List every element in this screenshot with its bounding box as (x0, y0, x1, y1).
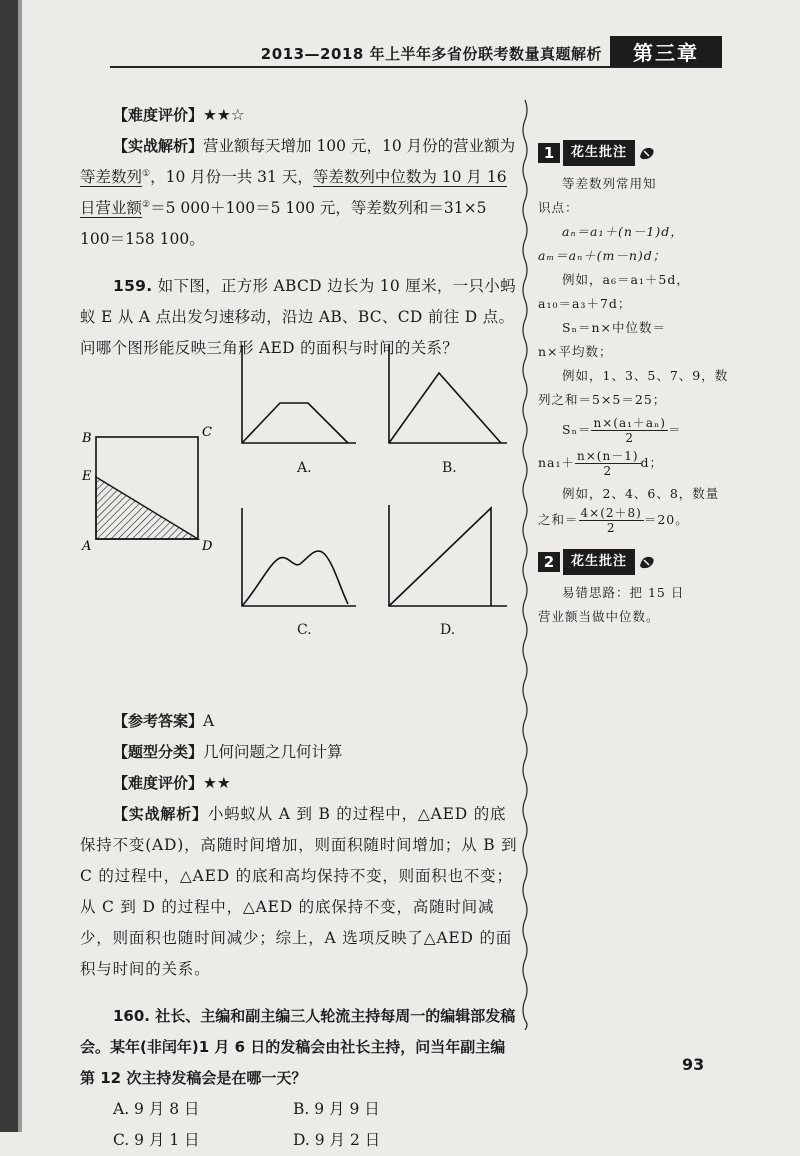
underlined-phrase: 等差数列中位数为 10 月 16 日 (80, 168, 507, 217)
graph-a-axes (242, 345, 356, 443)
question-text: 社长、主编和副主编三人轮流主持每周一的编辑部发稿会。某年(非闰年)1 月 6 日的发稿会由社长主持，问当年副主编第 12 次主持发稿会是在哪一天？ (80, 1007, 516, 1087)
caption-b: B. (442, 460, 457, 476)
option-c: C. 9 月 1 日 (113, 1131, 200, 1149)
graph-d-axes (389, 505, 507, 606)
sum-formula: 之和＝ $\frac{4\times(2+8)}{2}$ ＝20。 (538, 506, 689, 535)
graph-b-axes (389, 345, 507, 443)
note-title: 花生批注 (563, 140, 635, 166)
sn-formula-cont: na₁＋ $\frac{n\times(n-1)}{2}$ d； (538, 449, 664, 478)
running-header: 2013—2018 年上半年多省份联考数量真题解析 (260, 45, 602, 63)
graph-d (385, 505, 510, 608)
sidebar (538, 140, 729, 629)
option-a: A. 9 月 8 日 (113, 1100, 200, 1118)
label-d: D (202, 539, 213, 554)
analysis-label: 【实战解析】 (113, 137, 204, 155)
category-label: 【题型分类】 (113, 743, 204, 761)
chapter-tab: 第三章 (610, 36, 722, 66)
label-c: C (202, 425, 212, 440)
note-header (538, 549, 698, 575)
label-e: E (82, 469, 92, 484)
note-title: 花生批注 (563, 549, 635, 575)
graph-c-axes (242, 508, 356, 606)
graph-c-curve (242, 551, 348, 606)
difficulty-label: 【难度评价】 (113, 774, 204, 792)
sn-formula: Sₙ＝ $\frac{\text{n×(a₁＋aₙ)}}{2}$ ＝ (562, 416, 682, 445)
caption-d: D. (440, 622, 456, 638)
page-number: 93 (682, 1055, 705, 1074)
question-number: 160. (113, 1007, 151, 1025)
option-b: B. 9 月 9 日 (293, 1100, 380, 1118)
answer-value: A (203, 712, 215, 730)
difficulty-stars: ★★☆ (203, 106, 245, 124)
question-number: 159. (113, 277, 153, 295)
analysis-label: 【实战解析】 (113, 805, 208, 823)
caption-a: A. (297, 460, 312, 476)
option-d: D. 9 月 2 日 (293, 1131, 381, 1149)
note-header (538, 140, 698, 166)
question-text: 如下图，正方形 ABCD 边长为 10 厘米，一只小蚂蚁 E 从 A 点出发匀速移动，沿边 AB、BC、CD 前往 D 点。问哪个图形能反映三角形 AED 的面积与时间的关系？ (80, 277, 516, 357)
graph-d-curve (389, 508, 491, 606)
note-1-body: 等差数列常用知 识点： aₙ＝a₁＋(n－1)d， aₘ＝aₙ＋(m－n)d； 例如，a₆＝a₁＋5d， a₁₀＝a₃＋7d； Sₙ＝n×中位数＝ n×平均数； 例如，1、3、5、7、9，数 列之和＝5×5＝25； Sₙ＝ $\frac{\text{n×(a₁＋aₙ)}}{2}$ ＝ na₁＋ $\frac{n\times(n-1)}{2}$ d； 例如，2、4、6、8，数量 之和＝ $\frac{4\times(2+8)}{2}$ ＝20。 (538, 176, 729, 535)
page-binding-shadow (18, 0, 22, 1132)
answer-label: 【参考答案】 (113, 712, 204, 730)
peanut-icon (638, 145, 656, 161)
peanut-icon (638, 554, 656, 570)
label-a: A (82, 539, 92, 554)
q158-analysis: 【实战解析】营业额每天增加 100 元，10 月份的营业额为等差数列①，10 月份一共 31 天，等差数列中位数为 10 月 16 日营业额②＝5 000＋100＝5 100 元，等差数列和＝31×5 100＝158 100。 (80, 137, 516, 248)
graph-a-curve (242, 403, 348, 443)
note-2-body: 易错思路：把 15 日营业额当做中位数。 (538, 585, 685, 624)
underlined-term: 等差数列 (80, 168, 143, 186)
footnote-marker-1: ① (142, 168, 151, 179)
difficulty-stars: ★★ (203, 774, 231, 792)
square-figure (76, 425, 226, 560)
underlined-phrase: 营业额 (95, 199, 143, 217)
graph-c (238, 508, 358, 608)
note-number: 1 (538, 143, 560, 163)
shaded-triangle-aed (96, 477, 198, 539)
category-value: 几何问题之几何计算 (203, 743, 343, 761)
header-rule (110, 66, 722, 68)
q160-stem (80, 1001, 520, 1094)
graph-b (385, 345, 510, 445)
graph-b-curve (389, 373, 501, 443)
caption-c: C. (297, 622, 312, 638)
footnote-marker-2: ② (142, 199, 151, 210)
difficulty-label: 【难度评价】 (113, 106, 204, 124)
column-divider (521, 100, 529, 1030)
label-b: B (82, 431, 92, 446)
note-number: 2 (538, 552, 560, 572)
graph-a (238, 345, 358, 445)
page-binding-edge (0, 0, 18, 1132)
options-grid (80, 1094, 520, 1156)
q159-analysis: 【实战解析】小蚂蚁从 A 到 B 的过程中，△AED 的底保持不变(AD)，高随时间增加，则面积随时间增加；从 B 到 C 的过程中，△AED 的底和高均保持不变，则面积也不变；从 C 到 D 的过程中，△AED 的底保持不变，高随时间减少，则面积也随时间减少；综上，A 选项反映了△AED 的面积与时间的关系。 (80, 805, 518, 978)
